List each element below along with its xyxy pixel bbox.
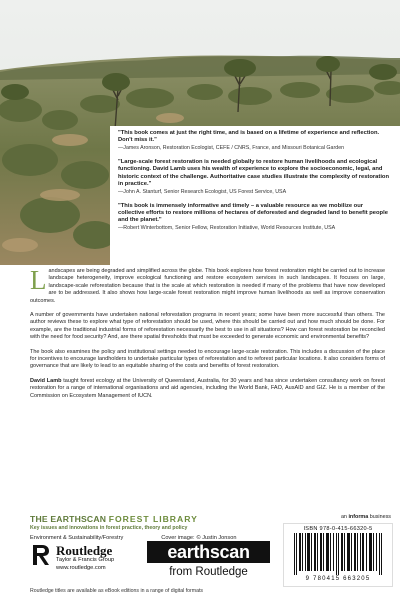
barcode-bars-icon <box>294 533 382 575</box>
cover-credit-label: Cover image: <box>161 535 195 541</box>
subject-category: Environment & Sustainability/Forestry <box>30 535 124 541</box>
informa-brand: informa <box>348 514 369 520</box>
drop-cap: L <box>30 265 47 295</box>
description-lead-text: andscapes are being degraded and simplified across the globe. This book explores how forest restoration might be carried out to increase landscape heterogeneity, improve ecological functioning and restore ecosystem services in such landscapes. It focuses on large, landscape-scale reforestation because that is the scale at which restoration is needed if many of the problems that have now developed are to be addressed. It also shows how large-scale forest restoration might improve human livelihoods as well as improve conservation outcomes. <box>30 268 385 304</box>
endorsement <box>118 159 390 196</box>
endorsements <box>110 126 400 266</box>
isbn-block <box>283 514 391 588</box>
series-title <box>30 514 280 524</box>
routledge-logo <box>30 541 140 583</box>
routledge-wordmark: Routledge <box>56 543 113 558</box>
isbn-number: ISBN 978-0-415-66320-5 <box>303 526 373 532</box>
earthscan-subline: from Routledge <box>169 566 248 578</box>
publisher-url: www.routledge.com <box>56 565 106 571</box>
endorsement <box>118 203 390 232</box>
series-block <box>30 514 280 541</box>
ebook-note: Routledge titles are available as eBook editions in a range of digital formats <box>30 588 204 594</box>
barcode <box>283 523 393 587</box>
author-bio <box>30 378 385 400</box>
endorsement-quote: "This book is immensely informative and timely – a valuable resource as we mobilize our collective efforts to restore millions of hectares of deforested and degraded land to benefit people and the planet." <box>118 202 388 224</box>
author-bio-text: taught forest ecology at the University of Queensland, Australia, for 30 years and has since undertaken consultancy work on forest restoration for a range of international organisations and aid agencies, including the World Bank, FAO, AusAID and GIZ. He is a member of the Commission on Ecosystem Management of IUCN. <box>30 377 385 399</box>
endorsement-attribution: —James Aronson, Restoration Ecologist, CEFE / CNRS, France, and Missouri Botanical Garden <box>118 145 345 152</box>
barcode-digits: 9 780415 663205 <box>305 576 371 582</box>
informa-suffix: business <box>368 514 391 520</box>
book-description <box>30 265 385 407</box>
endorsement-attribution: —John A. Stanturf, Senior Research Ecologist, US Forest Service, USA <box>118 189 287 196</box>
description-lead <box>30 265 385 305</box>
series-tagline: Key issues and innovations in forest practice, theory and policy <box>30 525 188 531</box>
series-title-prefix: THE EARTHSCAN <box>30 514 109 524</box>
endorsement-attribution: —Robert Winterbottom, Senior Fellow, Restoration Initiative, World Resources Institute, USA <box>118 225 336 232</box>
endorsement-quote: "Large-scale forest restoration is needed globally to restore human livelihoods and ecological functioning. David Lamb uses his wealth of experience to explore the socioeconomic, legal, and historic context of the challenge. Authoritative case studies illustrate the complexity of restoration in practice." <box>118 159 390 187</box>
description-paragraph: The book also examines the policy and institutional settings needed to encourage large-scale restoration. This includes a discussion of the place for incentives to encourage landholders to undertake particular types of reforestation and to reforest particular locations. It also considers forms of governance that are likely to lead to an equitable sharing of the costs and benefits of forest restoration. <box>30 348 385 370</box>
series-title-name: FOREST LIBRARY <box>108 514 198 524</box>
author-name: David Lamb <box>30 377 62 384</box>
endorsement-quote: "This book comes at just the right time, and is based on a lifetime of experience and reflection. Don't miss it." <box>118 130 380 144</box>
earthscan-logo <box>147 541 270 583</box>
cover-credit-value: © Justin Jonson <box>196 535 237 541</box>
routledge-mark-icon <box>30 541 52 567</box>
endorsement <box>118 130 390 152</box>
publisher-group: Taylor & Francis Group <box>56 557 115 563</box>
earthscan-wordmark: earthscan <box>147 541 270 563</box>
description-paragraph: A number of governments have undertaken national reforestation programs in recent years; some have been more successful than others. The author reviews these to explore what type of reforestation should be used, where this should be carried out and how much should be done. For example, are the traditional industrial forms of reforestation necessarily the best to use in all situations? How can forest restoration be reconciled with the need for food security? And, are there spatial thresholds that must be exceeded to generate economic and environmental benefits? <box>30 312 385 341</box>
informa-prefix: an <box>340 514 349 520</box>
informa-business <box>341 514 391 520</box>
